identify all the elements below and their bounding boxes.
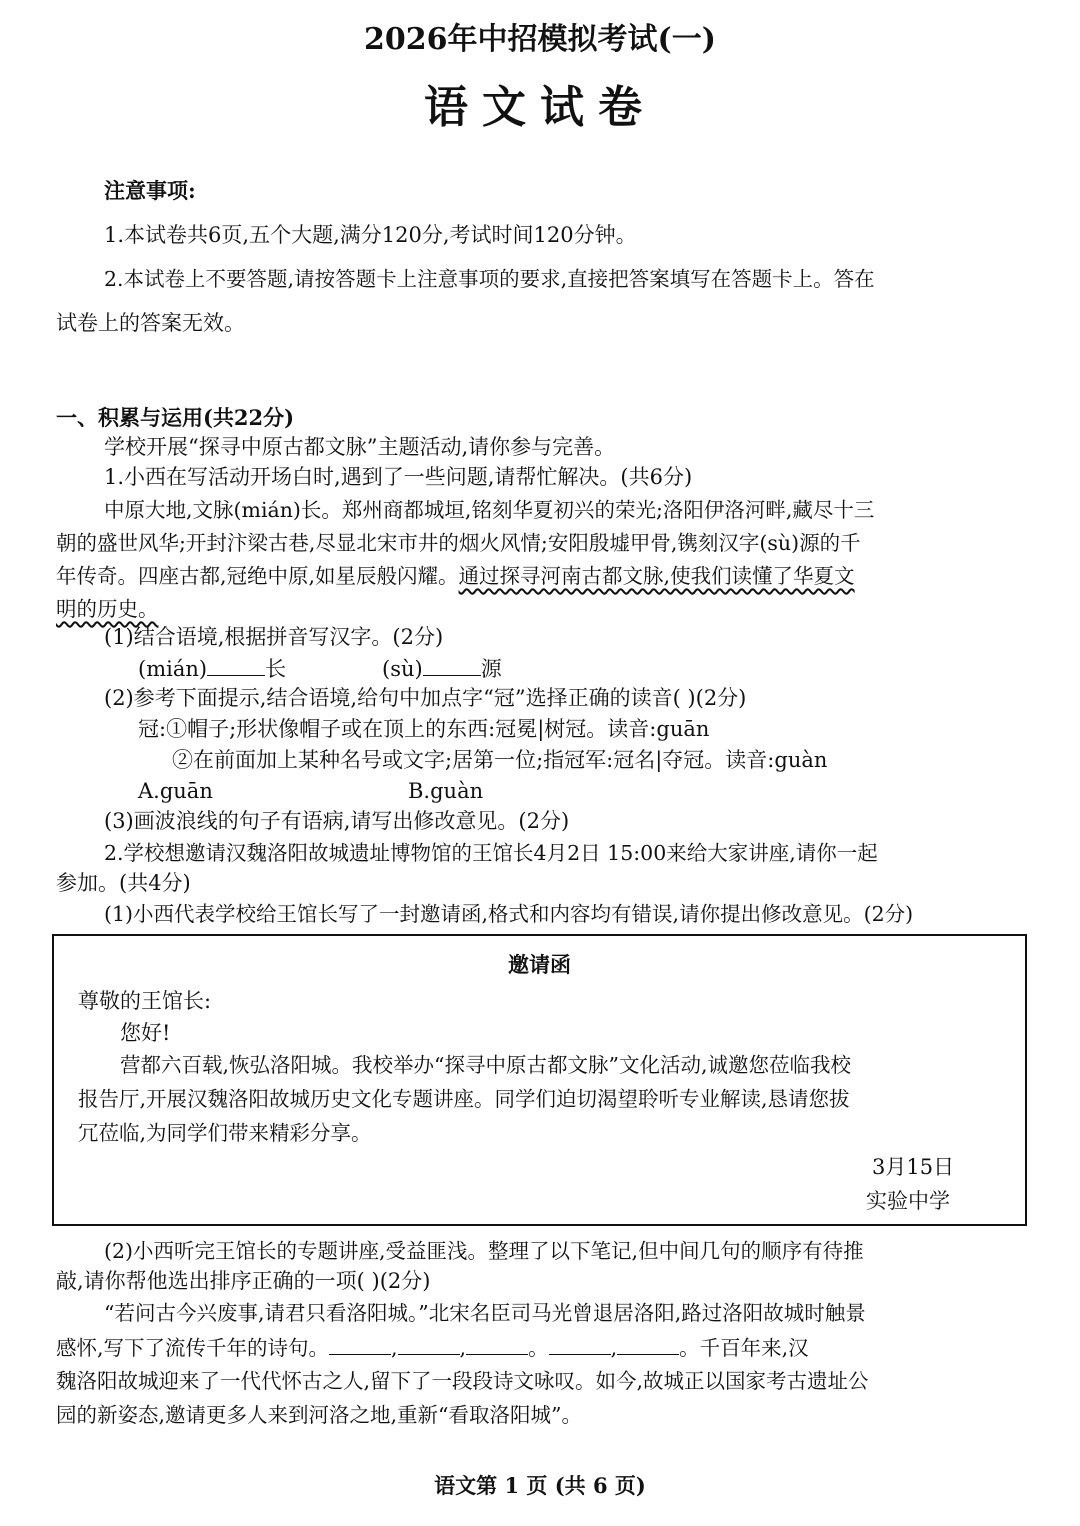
letter-body-line-2: 报告厅,开展汉魏洛阳故城历史文化专题讲座。同学们迫切渴望聆听专业解读,恳请您拔 bbox=[78, 1087, 850, 1111]
question-1-sub-3: (3)画波浪线的句子有语病,请写出修改意见。(2分) bbox=[104, 809, 570, 833]
question-2-sub-2-cont: 敲,请你帮他选出排序正确的一项( )(2分) bbox=[56, 1269, 431, 1293]
answer-blank[interactable] bbox=[207, 653, 265, 676]
notice-heading: 注意事项: bbox=[104, 178, 196, 203]
punct: , bbox=[459, 1336, 467, 1360]
wavy-sentence: 通过探寻河南古都文脉,使我们读懂了华夏文 bbox=[458, 564, 855, 588]
notice-item-2-cont: 试卷上的答案无效。 bbox=[56, 311, 245, 335]
letter-date: 3月15日 bbox=[872, 1155, 955, 1179]
question-2-stem: 2.学校想邀请汉魏洛阳故城遗址博物馆的王馆长4月2日 15:00来给大家讲座,请你一起 bbox=[104, 841, 878, 865]
wavy-sentence-end: 明的历史。 bbox=[56, 597, 159, 621]
letter-title: 邀请函 bbox=[508, 952, 571, 977]
question-2-sub-2: (2)小西听完王馆长的专题讲座,受益匪浅。整理了以下笔记,但中间几句的顺序有待推 bbox=[104, 1239, 864, 1263]
order-blank[interactable] bbox=[329, 1332, 391, 1355]
notice-item-2: 2.本试卷上不要答题,请按答题卡上注意事项的要求,直接把答案填写在答题卡上。答在 bbox=[104, 267, 875, 291]
order-blank[interactable] bbox=[398, 1332, 460, 1355]
order-blank[interactable] bbox=[617, 1332, 679, 1355]
passage-line-4 bbox=[56, 594, 159, 624]
order-blank[interactable] bbox=[549, 1332, 611, 1355]
char-yuan: 源 bbox=[480, 657, 502, 681]
option-b: B.guàn bbox=[408, 779, 484, 803]
passage-line-1: 中原大地,文脉(mián)长。郑州商都城垣,铭刻华夏初兴的荣光;洛阳伊洛河畔,藏尽十三 bbox=[104, 498, 875, 522]
hint-1: 冠:①帽子;形状像帽子或在顶上的东西:冠冕|树冠。读音:guān bbox=[138, 717, 710, 741]
letter-body-line-3: 冗莅临,为同学们带来精彩分享。 bbox=[78, 1121, 372, 1145]
punct: 。 bbox=[528, 1336, 549, 1360]
question-1-stem: 1.小西在写活动开场白时,遇到了一些问题,请帮忙解决。(共6分) bbox=[104, 465, 693, 489]
punct: , bbox=[610, 1336, 618, 1360]
letter-greeting: 您好! bbox=[120, 1021, 171, 1045]
exam-title: 2026年中招模拟考试(一) bbox=[364, 22, 716, 57]
letter-body-line-1: 营都六百载,恢弘洛阳城。我校举办“探寻中原古都文脉”文化活动,诚邀您莅临我校 bbox=[120, 1053, 851, 1077]
question-1-sub-1: (1)结合语境,根据拼音写汉字。(2分) bbox=[104, 625, 444, 649]
passage-line-3-plain: 年传奇。四座古都,冠绝中原,如星辰般闪耀。 bbox=[56, 564, 459, 588]
pinyin-blank-1 bbox=[138, 653, 286, 684]
letter-salutation: 尊敬的王馆长: bbox=[78, 989, 212, 1013]
punct: , bbox=[391, 1336, 398, 1360]
answer-blank[interactable] bbox=[423, 653, 481, 676]
pinyin-blank-2 bbox=[382, 653, 502, 684]
notes-line-4: 园的新姿态,邀请更多人来到河洛之地,重新“看取洛阳城”。 bbox=[56, 1403, 582, 1427]
question-2-stem-cont: 参加。(共4分) bbox=[56, 871, 191, 895]
letter-signature: 实验中学 bbox=[866, 1189, 950, 1213]
order-blank[interactable] bbox=[466, 1332, 528, 1355]
char-chang: 长 bbox=[265, 657, 287, 681]
exam-subtitle: 语文试卷 bbox=[424, 82, 656, 133]
notes-line-2-end: 。千百年来,汉 bbox=[679, 1336, 809, 1360]
page-footer: 语文第 1 页 (共 6 页) bbox=[434, 1473, 646, 1498]
option-a: A.guān bbox=[138, 779, 213, 803]
notes-line-3: 魏洛阳故城迎来了一代代怀古之人,留下了一段段诗文咏叹。如今,故城正以国家考古遗址公 bbox=[56, 1369, 869, 1393]
pinyin-mian: (mián) bbox=[138, 657, 208, 681]
notice-item-1: 1.本试卷共6页,五个大题,满分120分,考试时间120分钟。 bbox=[104, 223, 637, 247]
pinyin-su: (sù) bbox=[382, 657, 423, 681]
passage-line-3 bbox=[56, 561, 855, 591]
question-1-sub-2: (2)参考下面提示,结合语境,给句中加点字“冠”选择正确的读音( )(2分) bbox=[104, 686, 747, 710]
question-2-sub-1: (1)小西代表学校给王馆长写了一封邀请函,格式和内容均有错误,请你提出修改意见。(2分) bbox=[104, 902, 914, 926]
section-heading: 一、积累与运用(共22分) bbox=[56, 405, 295, 430]
section-intro: 学校开展“探寻中原古都文脉”主题活动,请你参与完善。 bbox=[104, 435, 616, 459]
hint-2: ②在前面加上某种名号或文字;居第一位;指冠军:冠名|夺冠。读音:guàn bbox=[172, 748, 828, 772]
invitation-letter-box bbox=[52, 934, 1027, 1226]
notes-line-2 bbox=[56, 1332, 809, 1363]
passage-line-2: 朝的盛世风华;开封汴梁古巷,尽显北宋市井的烟火风情;安阳殷墟甲骨,镌刻汉字(sù)源的千 bbox=[56, 531, 861, 555]
notes-line-2-text: 感怀,写下了流传千年的诗句。 bbox=[56, 1336, 330, 1360]
notes-line-1: “若问古今兴废事,请君只看洛阳城。”北宋名臣司马光曾退居洛阳,路过洛阳故城时触景 bbox=[104, 1301, 866, 1325]
